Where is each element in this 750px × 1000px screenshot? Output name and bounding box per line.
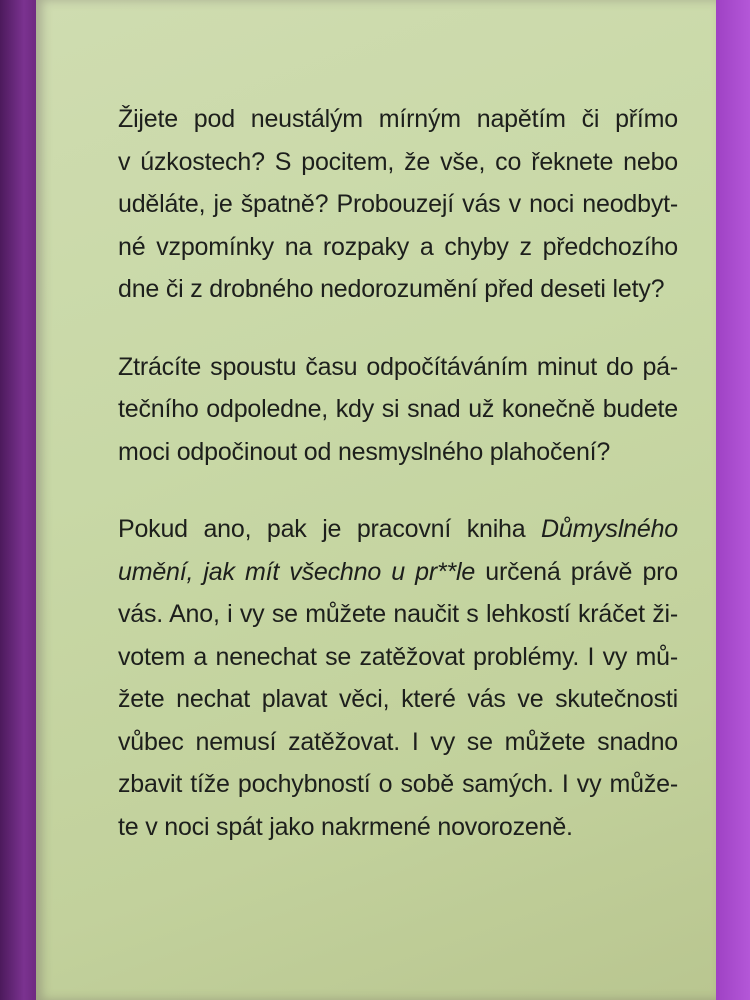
text-line: moci odpočinout od nesmyslného plahočení? [118, 437, 611, 466]
text-line: tečního odpoledne, kdy si snad už konečně budete [118, 395, 678, 423]
text-line: zbavit tíže pochybností o sobě samých. I vy může- [118, 770, 678, 798]
text-line: Žijete pod neustálým mírným napětím či přímo [118, 105, 678, 133]
book-title-italic: Důmyslného [541, 515, 678, 543]
text-line: votem a nenechat se zatěžovat problémy. I vy mů- [118, 642, 678, 671]
text-line: vůbec nemusí zatěžovat. I vy se můžete snadno [118, 727, 678, 756]
text-line: uděláte, je špatně? Probouzejí vás v noci neodbyt- [118, 190, 678, 218]
paragraph-1 [118, 98, 678, 311]
text-line: v úzkostech? S pocitem, že vše, co řeknete nebo [118, 147, 678, 176]
text-line: dne či z drobného nedorozumění před deseti lety? [118, 275, 665, 303]
text-run: určená právě pro [475, 557, 678, 586]
text-line [118, 508, 678, 551]
paragraph-3 [118, 508, 678, 848]
text-line: žete nechat plavat věci, které vás ve skutečnosti [118, 685, 678, 713]
paragraph-2 [118, 346, 678, 474]
text-line: te v noci spát jako nakrmené novorozeně. [118, 812, 573, 841]
book-page [36, 0, 716, 1000]
text-line: vás. Ano, i vy se můžete naučit s lehkostí kráčet ži- [118, 600, 678, 628]
text-line: Ztrácíte spoustu času odpočítáváním minut do pá- [118, 352, 678, 381]
purple-background-edge [710, 0, 750, 1000]
text-run: Pokud ano, pak je pracovní kniha [118, 515, 542, 543]
book-title-italic: umění, jak mít všechno u pr**le [118, 557, 476, 586]
text-line [118, 551, 678, 594]
book-spine-edge [0, 0, 40, 1000]
body-text [118, 98, 678, 883]
text-line: né vzpomínky na rozpaky a chyby z předchozího [118, 232, 678, 261]
